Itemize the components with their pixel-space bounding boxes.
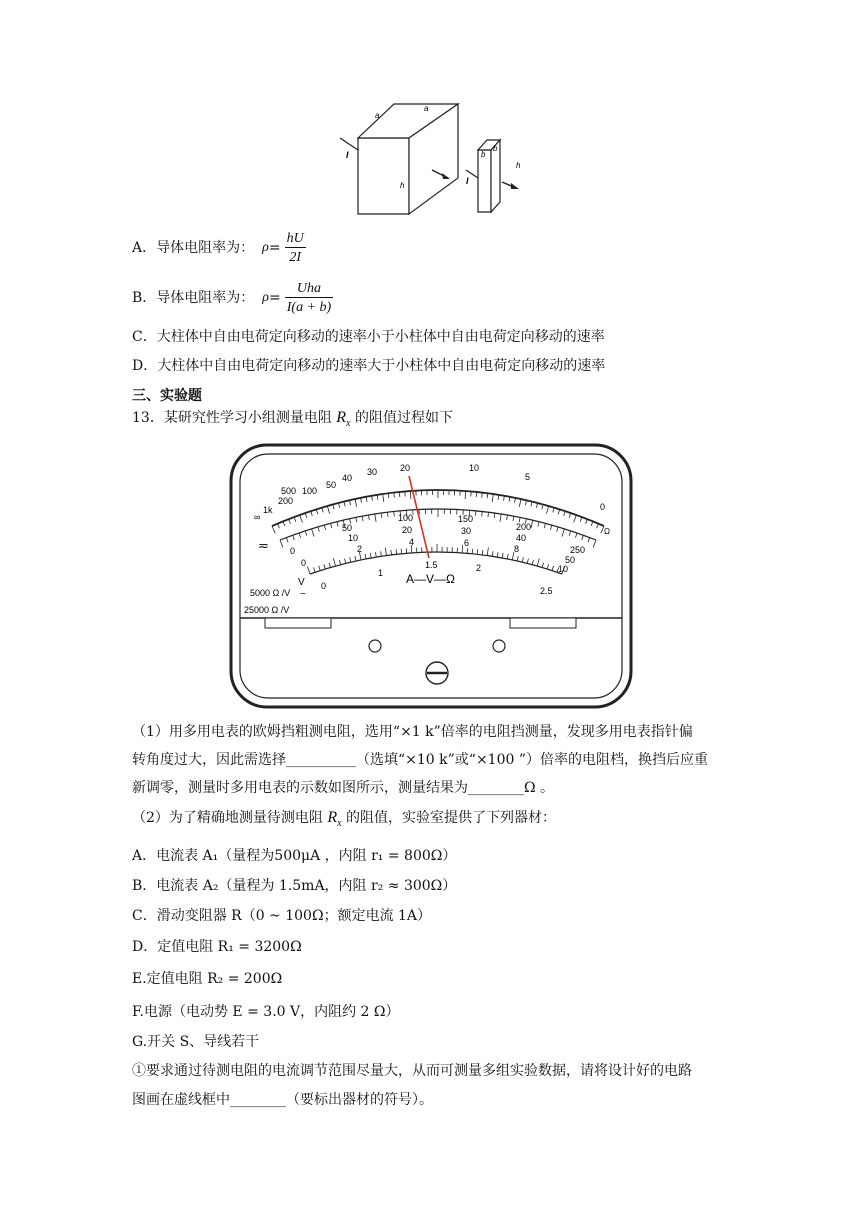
dc-top-150: 150 [458, 514, 474, 524]
big-cube-front [358, 138, 409, 214]
label-I-big: I [346, 150, 349, 160]
part1-line2: 转角度过大，因此需选择__________（选填“×10 k”或“×100 ”）倍率的电阻档，换挡后应重 [132, 752, 709, 768]
dc-low-8: 8 [514, 544, 520, 554]
option-a-den: 2I [289, 249, 301, 265]
ac-label-2: 2 [476, 563, 482, 573]
dc-tick [394, 511, 395, 516]
ac-tick [477, 549, 478, 554]
question-13 [132, 408, 453, 434]
option-a [132, 226, 306, 270]
ac-label-2-5: 2.5 [540, 586, 553, 596]
item-g: G.开关 S、导线若干 [132, 1034, 260, 1050]
option-a-num: hU [286, 230, 304, 246]
ohm-label-10: 10 [469, 463, 480, 473]
dc-low-4: 4 [409, 537, 415, 547]
option-c: C．大柱体中自由电荷定向移动的速率小于小柱体中自由电荷定向移动的速率 [132, 329, 605, 345]
ac-tick [462, 545, 463, 553]
ohm-tick [394, 493, 395, 498]
option-b-rho: ρ [262, 290, 270, 305]
option-b-prefix: B．导体电阻率为： [132, 290, 255, 306]
multimeter [228, 442, 636, 712]
ohm-label-30: 30 [367, 467, 378, 477]
dc-mid-40: 40 [516, 533, 527, 543]
v-ac-symbol: ~ [300, 589, 306, 600]
ac-tick [396, 549, 397, 554]
meter-slot-right [510, 618, 576, 628]
ohm-label-20: 20 [400, 463, 411, 473]
dc-mid-50: 50 [565, 555, 576, 565]
dc-tick [482, 511, 483, 516]
part2-post: 的阻值，实验室提供了下列器材： [341, 810, 557, 826]
option-a-prefix: A．导体电阻率为： [132, 240, 255, 256]
ohm-label-40: 40 [342, 473, 353, 483]
ohm-label-inf: ∞ [254, 512, 261, 522]
item-a: A．电流表 A₁（量程为500μA ，内阻 r₁ = 800Ω） [132, 848, 457, 864]
label-a-2: a [424, 104, 429, 113]
option-a-fraction [285, 230, 306, 267]
question-line1: ①要求通过待测电阻的电流调节范围尽量大，从而可测量多组实验数据，请将设计好的电路 [132, 1063, 692, 1079]
big-current-line [340, 138, 358, 150]
ohm-tick [476, 492, 477, 497]
part1-line1: （1）用多用电表的欧姆挡粗测电阻，选用“×1 k”倍率的电阻挡测量，发现多用电表指针偏 [132, 724, 693, 740]
meter-jack-right[interactable] [493, 640, 505, 652]
small-bar-front [478, 150, 491, 212]
dc-mid-30: 30 [461, 526, 472, 536]
meter-center-label: A—V—Ω [406, 572, 455, 586]
section-title: 三、实验题 [132, 388, 202, 404]
ohm-unit: Ω [604, 527, 610, 536]
ohm-tick [482, 493, 483, 498]
option-b-num: Uha [285, 280, 333, 298]
ohm-label-500: 500 [281, 486, 297, 496]
item-d: D．定值电阻 R₁ = 3200Ω [132, 939, 302, 955]
item-b: B．电流表 A₂（量程为 1.5mA，内阻 r₂ ≈ 300Ω） [132, 878, 457, 894]
small-arrow-head [511, 183, 519, 189]
option-b-eq: = [269, 290, 281, 306]
ac-zero: 0 [321, 581, 327, 591]
dc-mid-20: 20 [402, 525, 413, 535]
dc-symbol: ≂ [258, 538, 269, 553]
q13-post: 的阻值过程如下 [350, 410, 453, 426]
ohm-tick [399, 492, 400, 497]
dc-top-200: 200 [516, 522, 532, 532]
dc-mid-10: 10 [348, 533, 359, 543]
label-b-2: b [493, 144, 498, 153]
dc-low-2: 2 [357, 544, 363, 554]
conductor-figure [330, 96, 540, 220]
ohm-label-200: 200 [278, 496, 294, 506]
part2-intro [132, 808, 556, 834]
meter-slot-left [265, 618, 331, 628]
dc-low-6: 6 [464, 538, 470, 548]
item-c: C．滑动变阻器 R（0 ~ 100Ω；额定电流 1A） [132, 908, 432, 924]
ohm-label-100: 100 [302, 486, 318, 496]
option-a-eq: = [268, 240, 281, 256]
dc-zero-a: 0 [290, 546, 296, 556]
label-b-1: b [481, 150, 486, 159]
ac-label-1-5: 1.5 [425, 560, 438, 570]
sensitivity-ac: 25000 Ω /V [244, 605, 290, 615]
ac-label-1: 1 [378, 568, 384, 578]
dc-top-250: 250 [570, 545, 586, 555]
dc-zero-b: 0 [301, 558, 307, 568]
label-h-small: h [516, 161, 521, 170]
dc-low-10: 10 [558, 564, 569, 574]
v-symbol: V [298, 577, 305, 588]
sensitivity-dc: 5000 Ω /V [250, 588, 291, 598]
question-line2: 图画在虚线框中________（要标出器材的符号）。 [132, 1092, 433, 1108]
option-b-fraction [285, 280, 333, 317]
dc-top-50: 50 [342, 523, 353, 533]
part1-line3: 新调零，测量时多用电表的示数如图所示，测量结果为________Ω 。 [132, 780, 555, 796]
meter-jack-left[interactable] [369, 640, 381, 652]
option-a-rho: ρ [262, 240, 269, 255]
ohm-label-50: 50 [326, 480, 337, 490]
label-h-big: h [400, 181, 405, 190]
part2-var: R [327, 809, 338, 826]
part2-sub: x [337, 817, 342, 829]
option-b-den: I(a + b) [286, 299, 332, 315]
q13-sub: x [346, 417, 351, 429]
part2-pre: （2）为了精确地测量待测电阻 [132, 810, 328, 826]
ohm-label-0: 0 [600, 502, 606, 512]
label-a-1: a [375, 111, 380, 120]
item-f: F.电源（电动势 E = 3.0 V，内阻约 2 Ω） [132, 1004, 400, 1020]
option-d: D．大柱体中自由电荷定向移动的速率大于小柱体中自由电荷定向移动的速率 [132, 358, 606, 374]
option-b [132, 276, 333, 320]
label-I-small: I [466, 176, 469, 186]
q13-pre: 13．某研究性学习小组测量电阻 [132, 410, 337, 426]
ohm-label-5: 5 [525, 472, 531, 482]
item-e: E.定值电阻 R₂ = 200Ω [132, 971, 283, 987]
q13-var: R [336, 409, 347, 426]
ohm-label-1k: 1k [263, 505, 273, 515]
dc-top-100: 100 [398, 513, 414, 523]
